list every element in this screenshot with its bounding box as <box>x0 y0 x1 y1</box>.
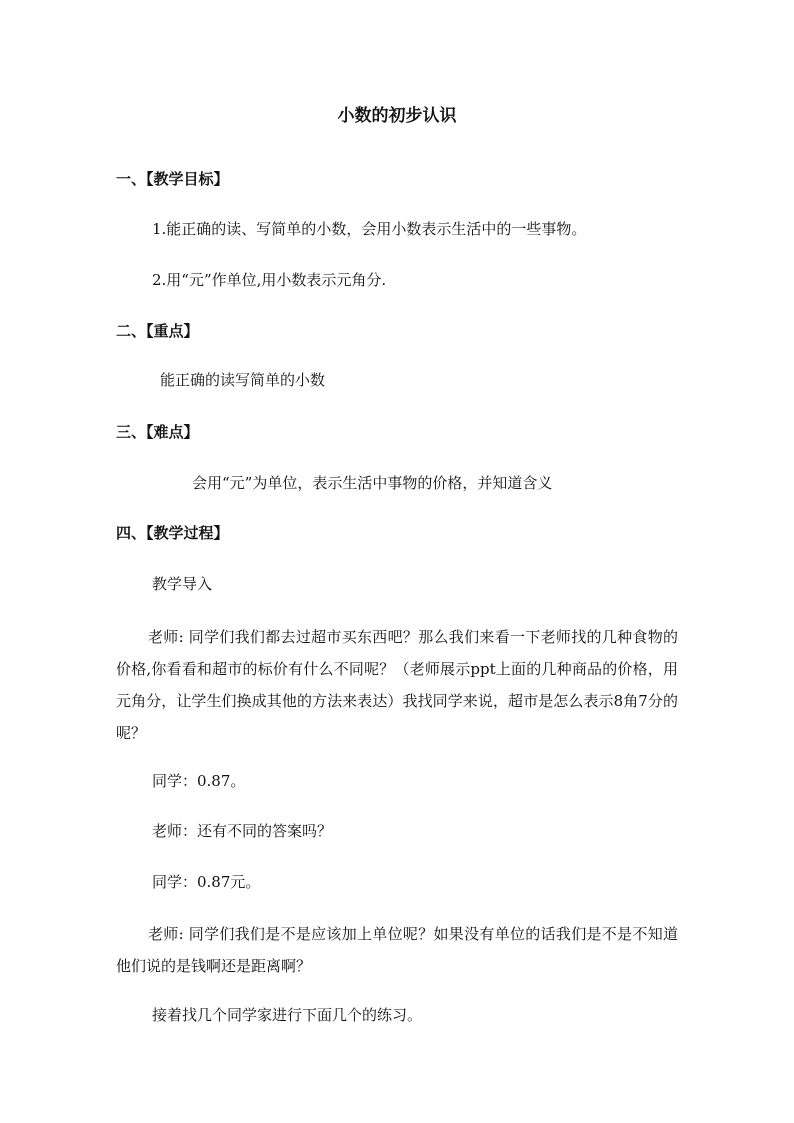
closing-text: 接着找几个同学家进行下面几个的练习。 <box>152 1006 423 1024</box>
process-intro: 教学导入 <box>152 575 213 593</box>
student-answer-1: 同学：0.87。 <box>152 772 246 790</box>
section-heading-difficulty: 三、【难点】 <box>116 423 199 441</box>
teacher-question-2: 老师：还有不同的答案吗？ <box>152 822 333 840</box>
teacher-paragraph-3: 老师: 同学们我们是不是应该加上单位呢？如果没有单位的话我们是不是不知道他们说的是钱啊还是距离啊？ <box>116 925 678 975</box>
objective-item-1: 1.能正确的读、写简单的小数，会用小数表示生活中的一些事物。 <box>152 220 587 238</box>
objective-item-2: 2.用“元”作单位,用小数表示元角分. <box>152 271 387 289</box>
section-heading-objectives: 一、【教学目标】 <box>116 170 229 188</box>
student-answer-2: 同学：0.87元。 <box>152 873 261 891</box>
difficulty-text: 会用“元”为单位，表示生活中事物的价格，并知道含义 <box>192 474 553 492</box>
document-title: 小数的初步认识 <box>337 106 457 126</box>
teacher-paragraph-1: 老师: 同学们我们都去过超市买东西吧？那么我们来看一下老师找的几种食物的价格,你看看和超市的标价有什么不同呢？（老师展示ppt上面的几种商品的价格，用元角分，让学生们换成其他的方法来表达）我找同学来说，超市是怎么表示8角7分的呢？ <box>116 628 678 742</box>
section-heading-process: 四、【教学过程】 <box>116 524 229 542</box>
key-point-text: 能正确的读写简单的小数 <box>160 371 326 389</box>
section-heading-key-point: 二、【重点】 <box>116 322 199 340</box>
